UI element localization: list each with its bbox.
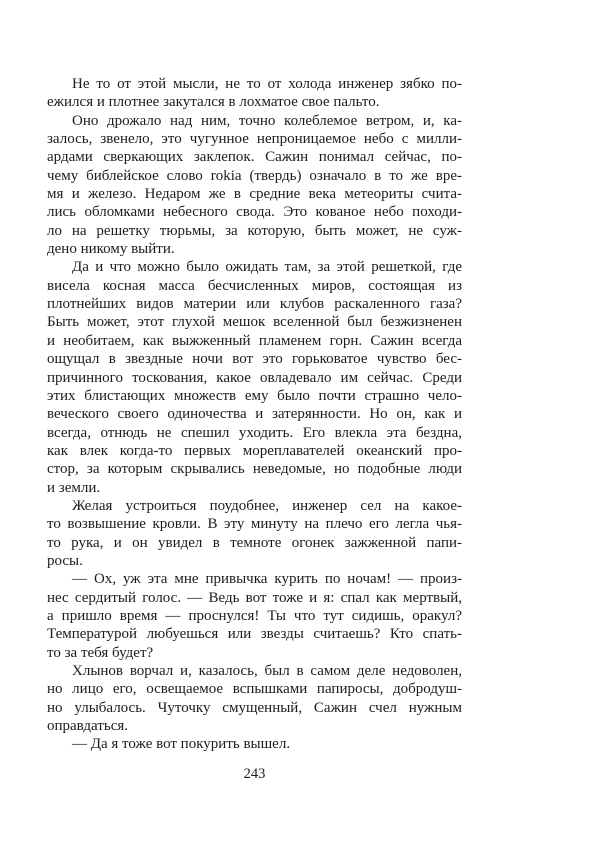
text-line: дено никому выйти. bbox=[47, 241, 175, 258]
text-line: Оно дрожало над ним, точно колеблемое ветром, и, ка- bbox=[72, 112, 462, 129]
text-line: росы. bbox=[47, 552, 83, 569]
text-line: — Да я тоже вот покурить вышел. bbox=[72, 736, 291, 753]
text-line: нес сердитый голос. — Ведь вот тоже и я: спал как мертвый, bbox=[47, 589, 462, 606]
text-line: этих блистающих множеств ему было почти страшно чело- bbox=[47, 387, 462, 404]
text-line: то рука, и он увидел в темноте огонек зажженной папи- bbox=[47, 534, 462, 551]
text-line: всегда, отнюдь не спешил уходить. Его влекла эта бездна, bbox=[47, 424, 462, 441]
text-line: — Ох, уж эта мне привычка курить по ночам! — произ- bbox=[72, 571, 462, 588]
text-line: плотнейших видов материи или клубов раскаленного газа? bbox=[47, 296, 462, 313]
text-line: и земли. bbox=[47, 479, 101, 496]
text-line: ло на решетку тюрьмы, за которую, быть может, не суж- bbox=[47, 222, 462, 239]
text-line: а пришло время — проснулся! Ты что тут сидишь, оракул? bbox=[47, 607, 462, 624]
text-line: стор, за которым скрывались неведомые, но подобные люди bbox=[47, 461, 462, 478]
text-line: ардами сверкающих заклепок. Сажин понимал сейчас, по- bbox=[47, 149, 462, 166]
text-line: Не то от этой мысли, не то от холода инженер зябко по- bbox=[72, 76, 462, 92]
text-line: чему библейское слово rokia (твердь) означало в то же вре- bbox=[47, 167, 462, 184]
text-line: веческого своего одиночества и затерянности. Но он, как и bbox=[47, 406, 462, 423]
text-line: Хлынов ворчал и, казалось, был в самом деле недоволен, bbox=[72, 663, 462, 679]
text-line: оправдаться. bbox=[47, 718, 128, 735]
text-block bbox=[47, 75, 462, 754]
text-line: Да и что можно было ожидать там, за этой решеткой, где bbox=[72, 259, 462, 276]
text-line: мя и железо. Недаром же в средние века метеориты счита- bbox=[47, 186, 462, 203]
text-line: Быть может, этот глухой мешок вселенной был безжизненен bbox=[47, 314, 462, 331]
text-line: причинного тоскования, какое овладевало им сейчас. Среди bbox=[47, 369, 462, 386]
text-line: ежился и плотнее закутался в лохматое свое пальто. bbox=[47, 94, 380, 111]
text-line: но улыбалось. Чуточку смущенный, Сажин счел нужным bbox=[47, 699, 462, 716]
text-line: Температурой любуешься или звезды считаешь? Кто спать- bbox=[47, 626, 462, 643]
text-line: но лицо его, освещаемое вспышками папиросы, добродуш- bbox=[47, 681, 462, 698]
text-line: то возвышение кровли. В эту минуту на плечо его легла чья- bbox=[47, 516, 462, 533]
text-line: Желая устроиться поудобнее, инженер сел на какое- bbox=[72, 497, 462, 514]
text-line: как влек когда-то первых мореплавателей океанский про- bbox=[47, 442, 462, 459]
text-line: ощущал в звездные ночи вот это горьковатое чувство бес- bbox=[47, 351, 462, 368]
page-number: 243 bbox=[243, 766, 266, 782]
text-line: лись обломками небесного свода. Это кованое небо походи- bbox=[47, 204, 462, 221]
text-line: висела косная масса бесчисленных миров, состоящая из bbox=[47, 277, 462, 294]
text-line: и необитаем, как выжженный пламенем горн. Сажин всегда bbox=[47, 332, 462, 349]
text-line: то за тебя будет? bbox=[47, 644, 154, 661]
text-line: залось, звенело, это чугунное непроницаемое небо с милли- bbox=[47, 131, 462, 148]
